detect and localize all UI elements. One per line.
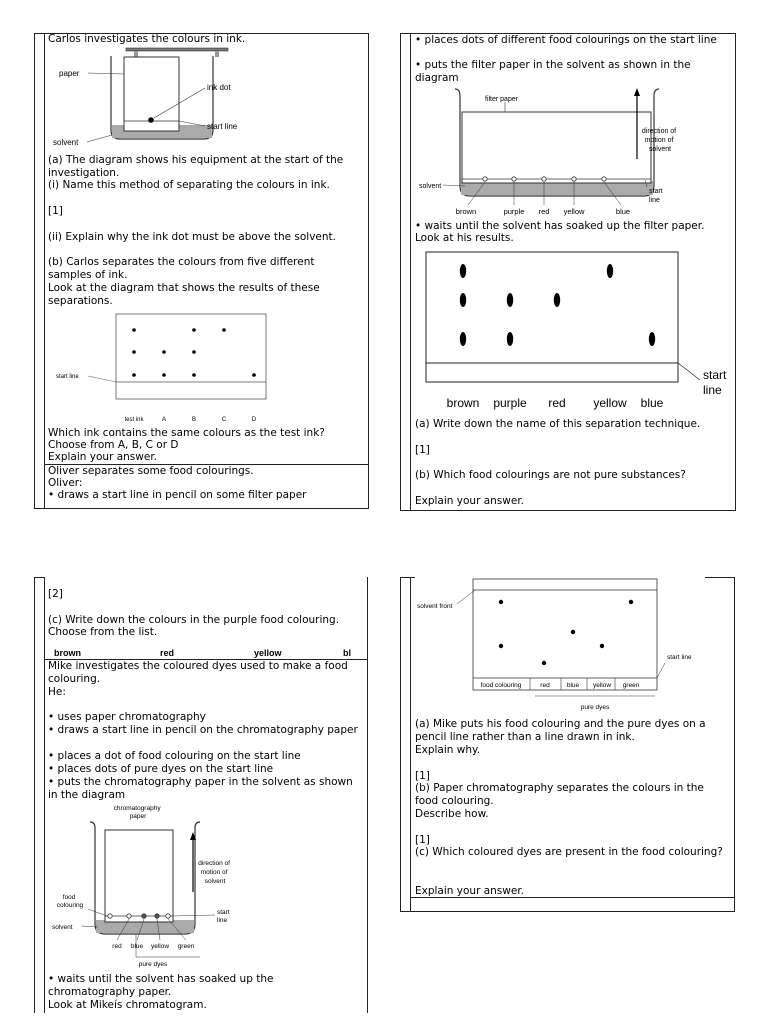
food-col-2: colouring [56,902,84,909]
q4-part-a2: Explain why. [415,744,481,756]
cs-dye-red: red [112,943,122,950]
col-d: D [251,417,257,423]
q4-part-a1: (a) Mike puts his food colouring and the pure dyes on a pencil line rather than a line drawn in ink. [415,718,709,743]
direction-line-3: solvent [648,146,672,153]
label-filter-paper: filter paper [485,96,519,103]
q2-line-2: • puts the filter paper in the solvent as shown in the diagram [415,59,694,84]
q2-question-b: (b) Which food colourings are not pure substances? [415,469,686,481]
q2-line-3: • waits until the solvent has soaked up the filter paper. [415,220,705,232]
col-c: C [221,417,227,423]
cg-spot [499,644,503,648]
panel-4-top-line-right [705,577,735,578]
col-b: B [191,417,197,423]
q1-part-b5: Explain your answer. [48,451,158,463]
cg-start-line: start line [667,654,692,661]
panel-3-right-line [367,577,368,1013]
fp-label-yellow: yellow [563,207,585,216]
res-start-2: line [703,383,722,397]
q2-question-b2: Explain your answer. [415,495,525,507]
fp-label-purple: purple [503,207,525,216]
cs-start-2: line [217,917,228,924]
ink-spot [162,350,166,354]
cs-dot [142,914,146,918]
panel-4-right-line [734,577,735,912]
label-fp-solvent: solvent [419,183,442,190]
mike-bullet-4: • places dots of pure dyes on the start line [48,763,274,775]
ink-spot [132,373,136,377]
mike-wait-1: • waits until the solvent has soaked up the chromatography paper. [48,973,277,998]
fp-label-brown: brown [455,207,477,216]
res-label-red: red [548,396,566,410]
result-spot [507,332,513,346]
col-a: A [161,417,167,423]
mike-bullet-1: • uses paper chromatography [48,711,206,723]
fp-dot [542,177,546,181]
option-brown: brown [54,648,81,658]
label-start-line-2: start line [56,374,79,380]
label-fp-start-line [649,188,665,204]
q4-part-c1: (c) Which coloured dyes are present in the food colouring? [415,846,723,858]
ink-spot [192,350,196,354]
cg-spot [499,600,503,604]
cg-solvent-front: solvent front [417,603,453,610]
res-label-purple: purple [493,396,527,410]
panel-1-margin-line [44,33,45,508]
label-ink-dot: ink dot [207,83,231,92]
chromatography-setup-diagram [50,802,250,970]
res-start-1: start [703,368,727,382]
q2-mark-1: [1] [415,444,430,456]
cg-col-0: food colouring [480,682,522,689]
fp-label-red: red [538,207,550,216]
label-start-line: start line [207,122,238,131]
panel-4-outer-line [400,577,401,912]
q3-mark-2: [2] [48,588,63,600]
q1-part-b1: (b) Carlos separates the colours from five different samples of ink. [48,256,318,281]
result-spot [649,332,655,346]
filter-paper-diagram [415,86,690,220]
chromatogram-diagram [415,578,705,714]
fp-dot [602,177,606,181]
ink-spot [132,328,136,332]
q1-part-ai: (i) Name this method of separating the colours in ink. [48,179,330,191]
q4-part-b1: (b) Paper chromatography separates the colours in the food colouring. [415,782,708,807]
ink-spot [192,373,196,377]
cs-dir-2: motion of [200,869,228,876]
q4-part-c2: Explain your answer. [415,885,525,897]
fp-dot [572,177,576,181]
result-spot [607,264,613,278]
result-spot [460,293,466,307]
panel-3-outer-line [34,577,35,1013]
cg-col-4: green [622,682,640,689]
fp-dot [483,177,487,181]
panel-2-margin-line [410,33,411,510]
cg-col-3: yellow [592,682,612,689]
result-spot [554,293,560,307]
q3-part-c1: (c) Write down the colours in the purple food colouring. [48,614,340,626]
result-spot [507,293,513,307]
q1-part-b2: Look at the diagram that shows the results of these separations. [48,282,324,307]
cg-spot [600,644,604,648]
q2-question-a: (a) Write down the name of this separation technique. [415,418,701,430]
col-test-ink: test ink [124,417,144,423]
result-spot [460,332,466,346]
ink-spot [252,373,256,377]
direction-line-1: direction of [641,128,677,135]
q1-mark-1: [1] [48,205,63,217]
q1-part-b3: Which ink contains the same colours as the test ink? [48,427,325,439]
result-spot [460,264,466,278]
q1-part-aii: (ii) Explain why the ink dot must be above the solvent. [48,231,337,243]
cs-dye-yellow: yellow [150,943,170,950]
cs-dye-green: green [177,943,195,950]
chrom-paper-2: paper [129,813,147,820]
fp-dot [512,177,516,181]
panel-4-bottom-line [400,911,735,912]
cs-dot [166,914,170,918]
label-cs-solvent: solvent [52,924,73,931]
q1-intro: Carlos investigates the colours in ink. [48,33,246,45]
label-solvent: solvent [53,138,79,147]
label-food-colouring [57,894,84,909]
cs-dot [127,914,131,918]
cs-dir-3: solvent [204,878,226,885]
ink-spot [222,328,226,332]
mike-wait-2: Look at Mikeís chromatogram. [48,999,207,1011]
option-yellow: yellow [254,648,282,658]
chrom-paper-1: chromatography [113,805,161,812]
label-cs-start [217,909,231,924]
q2-line-1: • places dots of different food colourings on the start line [415,34,717,46]
option-blue: bl [343,648,351,658]
oliver-line-2: Oliver: [48,477,83,489]
cg-col-2: blue [566,682,580,689]
food-col-1: food [62,894,76,901]
cg-pure-dyes: pure dyes [580,704,610,711]
panel-4-margin-line [410,577,411,912]
q3-part-c2: Choose from the list. [48,626,158,638]
cs-dye-blue: blue [130,943,144,950]
panel-3-top-line [34,577,44,578]
ink-spot [162,373,166,377]
cg-spot [571,630,575,634]
q1-part-b4: Choose from A, B, C or D [48,439,179,451]
mike-bullet-5: • puts the chromatography paper in the solvent as shown in the diagram [48,776,357,801]
q4-mark-2: [1] [415,834,430,846]
panel-3-margin-line [44,577,45,1013]
direction-line-2: motion of [644,137,674,144]
cg-col-1: red [540,682,550,689]
q2-line-4: Look at his results. [415,232,514,244]
label-chrom-paper [114,805,163,820]
mike-he: He: [48,686,66,698]
panel-4-top-line-left [400,577,415,578]
res-label-blue: blue [640,396,664,410]
start-line-1: start [649,188,663,195]
cs-dir-1: direction of [198,860,230,867]
fp-label-blue: blue [615,207,631,216]
ink-spot [132,350,136,354]
q4-part-b2: Describe how. [415,808,489,820]
q4-mark-1: [1] [415,770,430,782]
cs-dot [155,914,159,918]
label-paper: paper [59,69,80,78]
cg-spot [542,661,546,665]
ink-spot [192,328,196,332]
ink-equipment-diagram [50,46,280,150]
cs-dot [108,914,112,918]
start-line-2: line [649,197,660,204]
q1-part-a: (a) The diagram shows his equipment at the start of the investigation. [48,154,347,179]
label-cs-direction [198,860,232,885]
food-colouring-results [415,250,735,412]
mike-intro: Mike investigates the coloured dyes used to make a food colouring. [48,660,352,685]
oliver-line-3: • draws a start line in pencil on some filter paper [48,489,307,501]
cs-start-1: start [217,909,230,916]
mike-bullet-2: • draws a start line in pencil on the chromatography paper [48,724,358,736]
ink-results-diagram [54,312,269,424]
cg-spot [629,600,633,604]
res-label-brown: brown [446,396,480,410]
oliver-line-1: Oliver separates some food colourings. [48,465,254,477]
res-start-line [703,368,730,397]
res-label-yellow: yellow [593,396,627,410]
label-pure-dyes: pure dyes [138,961,168,968]
option-red: red [160,648,175,658]
mike-bullet-3: • places a dot of food colouring on the start line [48,750,301,762]
